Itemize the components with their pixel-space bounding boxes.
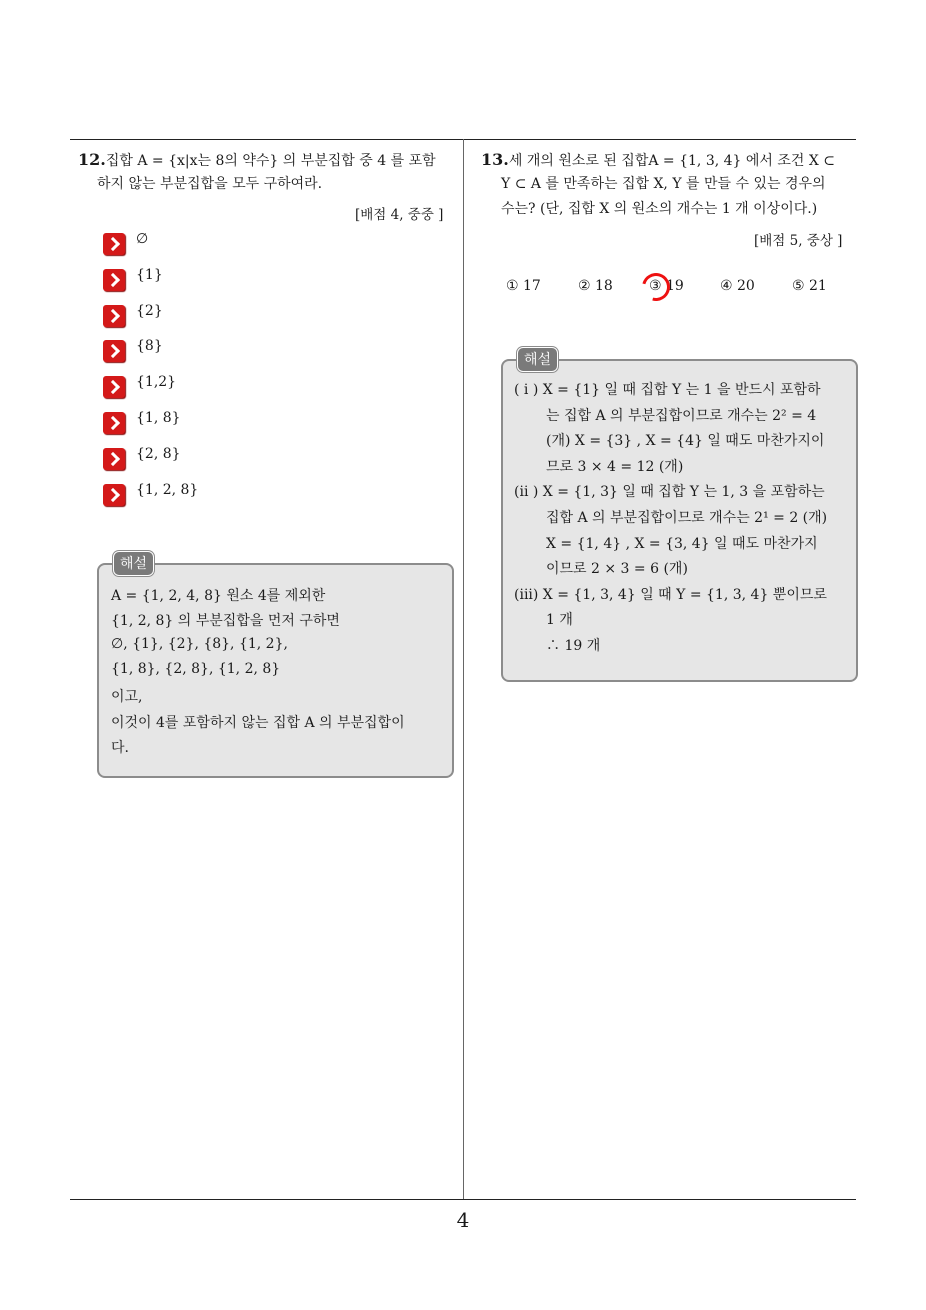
q12-solution-line: 이것이 4를 포함하지 않는 집합 A 의 부분집합이 <box>111 714 405 731</box>
column-divider <box>463 139 464 1200</box>
q13-choice-3[interactable]: ③ 19 <box>649 278 684 294</box>
q12-answer-item <box>103 340 163 362</box>
chevron-right-icon <box>103 233 125 255</box>
chevron-right-icon <box>103 269 125 291</box>
page-number: 4 <box>456 1208 470 1232</box>
chevron-right-icon <box>103 412 125 434</box>
q13-solution-line: 는 집합 A 의 부분집합이므로 개수는 2² = 4 <box>546 407 817 424</box>
q13-question <box>481 147 861 174</box>
q12-solution-line: 다. <box>111 739 129 756</box>
q13-line2: Y ⊂ A 를 만족하는 집합 X, Y 를 만들 수 있는 경우의 <box>501 176 826 192</box>
q12-answer-text: {1, 2, 8} <box>136 481 199 498</box>
q13-solution-tag: 해설 <box>517 347 558 372</box>
q12-answer-item <box>103 266 163 291</box>
q12-answer-item <box>103 233 148 255</box>
q13-solution-line: ( i ) X = {1} 일 때 집합 Y 는 1 을 반드시 포함하 <box>514 382 821 398</box>
q12-number: 12. <box>78 150 106 169</box>
q12-answer-text: {1} <box>136 266 163 283</box>
q13-meta: [배점 5, 중상 ] <box>754 233 843 249</box>
q13-line3: 수는? (단, 집합 X 의 원소의 개수는 1 개 이상이다.) <box>501 201 818 217</box>
q13-solution-line: (개) X = {3} , X = {4} 일 때도 마찬가지이 <box>546 433 825 450</box>
q13-choice-2[interactable]: ② 18 <box>578 278 613 294</box>
chevron-right-icon <box>103 376 125 398</box>
q12-question <box>78 147 458 174</box>
q13-solution-line: 이므로 2 × 3 = 6 (개) <box>546 561 688 578</box>
chevron-right-icon <box>103 484 125 506</box>
q12-meta: [배점 4, 중중 ] <box>355 207 444 223</box>
q13-choice-1[interactable]: ① 17 <box>506 278 541 294</box>
q12-answer-text: ∅ <box>136 231 149 247</box>
q13-line1: 세 개의 원소로 된 집합A = {1, 3, 4} 에서 조건 X ⊂ <box>508 153 836 169</box>
bottom-rule <box>70 1199 856 1200</box>
q12-solution-line: {1, 8}, {2, 8}, {1, 2, 8} <box>111 660 281 677</box>
q12-line2: 하지 않는 부분집합을 모두 구하여라. <box>97 176 323 192</box>
q12-solution-tag: 해설 <box>113 551 154 576</box>
chevron-right-icon <box>103 340 125 362</box>
q13-solution-line: ∴ 19 개 <box>546 638 601 654</box>
q12-solution-line: 이고, <box>111 689 143 706</box>
q13-solution-line: 므로 3 × 4 = 12 (개) <box>546 458 684 475</box>
q12-answer-text: {1, 8} <box>136 410 181 426</box>
q13-solution-line: 1 개 <box>546 612 573 629</box>
chevron-right-icon <box>103 305 125 327</box>
q13-solution-line: 집합 A 의 부분집합이므로 개수는 2¹ = 2 (개) <box>546 510 828 526</box>
q12-line1: 집합 A = {x|x는 8의 약수} 의 부분집합 중 4 를 포함 <box>105 153 436 169</box>
q13-choice-5[interactable]: ⑤ 21 <box>792 278 827 294</box>
q12-answer-text: {8} <box>136 338 163 355</box>
q12-answer-item <box>103 445 181 470</box>
q13-number: 13. <box>481 150 509 169</box>
q13-solution-line: X = {1, 4} , X = {3, 4} 일 때도 마찬가지 <box>546 535 818 552</box>
selected-answer-mark <box>637 268 675 306</box>
q12-answer-text: {1,2} <box>136 374 177 391</box>
q12-answer-item <box>103 302 163 327</box>
q12-solution-line: {1, 2, 8} 의 부분집합을 먼저 구하면 <box>111 613 340 630</box>
q12-solution-line: ∅, {1}, {2}, {8}, {1, 2}, <box>111 635 288 652</box>
q12-answer-item <box>103 412 181 434</box>
q12-answer-item <box>103 481 199 506</box>
chevron-right-icon <box>103 448 125 470</box>
q12-answer-text: {2} <box>136 302 163 319</box>
q12-answer-item <box>103 376 176 398</box>
q13-solution-line: (ii ) X = {1, 3} 일 때 집합 Y 는 1, 3 을 포함하는 <box>514 484 825 501</box>
q12-answer-text: {2, 8} <box>136 445 181 462</box>
q13-solution-line: (iii) X = {1, 3, 4} 일 때 Y = {1, 3, 4} 뿐이므로 <box>514 586 827 603</box>
q13-choice-4[interactable]: ④ 20 <box>720 278 755 294</box>
q12-solution-line: A = {1, 2, 4, 8} 원소 4를 제외한 <box>111 588 326 604</box>
